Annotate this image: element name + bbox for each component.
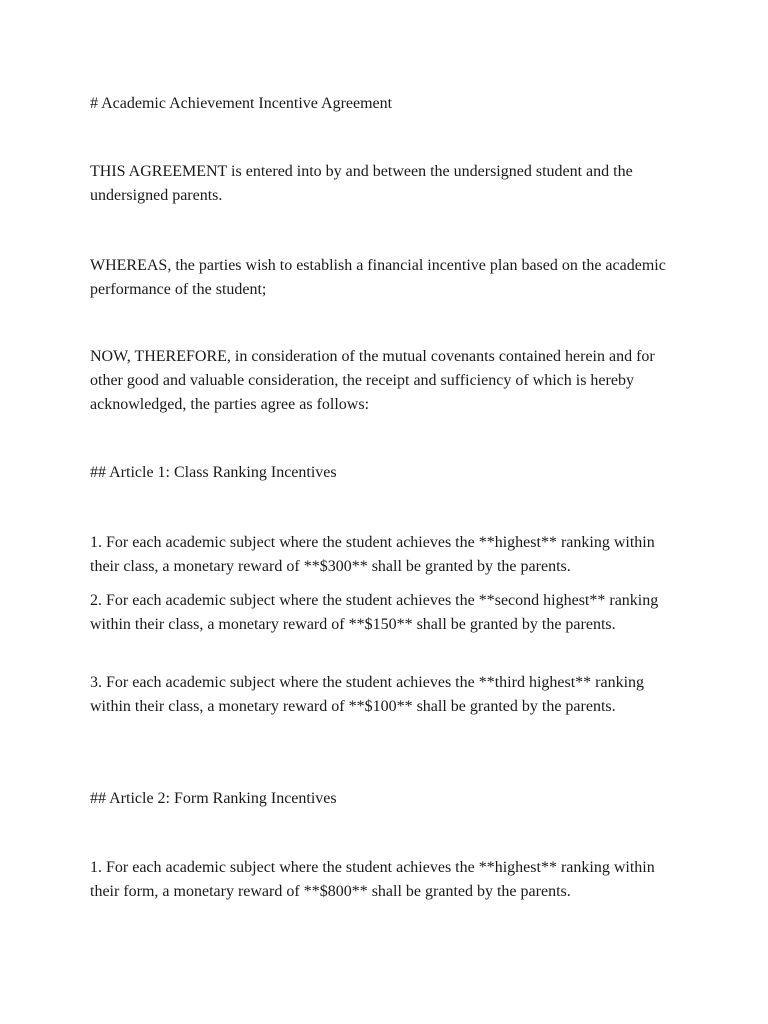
- intro-paragraph: THIS AGREEMENT is entered into by and between the undersigned student and the undersigned parents.: [90, 163, 633, 204]
- article-1-heading: ## Article 1: Class Ranking Incentives: [90, 464, 337, 481]
- whereas-paragraph: WHEREAS, the parties wish to establish a financial incentive plan based on the academic performance of the student;: [90, 257, 666, 298]
- article-1-item-1: 1. For each academic subject where the student achieves the **highest** ranking within their class, a monetary reward of **$300** shall be granted by the parents.: [90, 534, 655, 575]
- article-1-item-2: 2. For each academic subject where the student achieves the **second highest** ranking within their class, a monetary reward of **$150** shall be granted by the parents.: [90, 592, 659, 633]
- article-2-heading: ## Article 2: Form Ranking Incentives: [90, 790, 337, 807]
- article-1-item-3: 3. For each academic subject where the student achieves the **third highest** ranking within their class, a monetary reward of **$100** shall be granted by the parents.: [90, 674, 645, 715]
- article-2-item-1: 1. For each academic subject where the student achieves the **highest** ranking within their form, a monetary reward of **$800** shall be granted by the parents.: [90, 859, 655, 900]
- document-title: # Academic Achievement Incentive Agreement: [90, 95, 393, 112]
- now-therefore-paragraph: NOW, THEREFORE, in consideration of the mutual covenants contained herein and for other good and valuable consideration, the receipt and sufficiency of which is hereby acknowledged, the parties agree as follows:: [90, 348, 655, 413]
